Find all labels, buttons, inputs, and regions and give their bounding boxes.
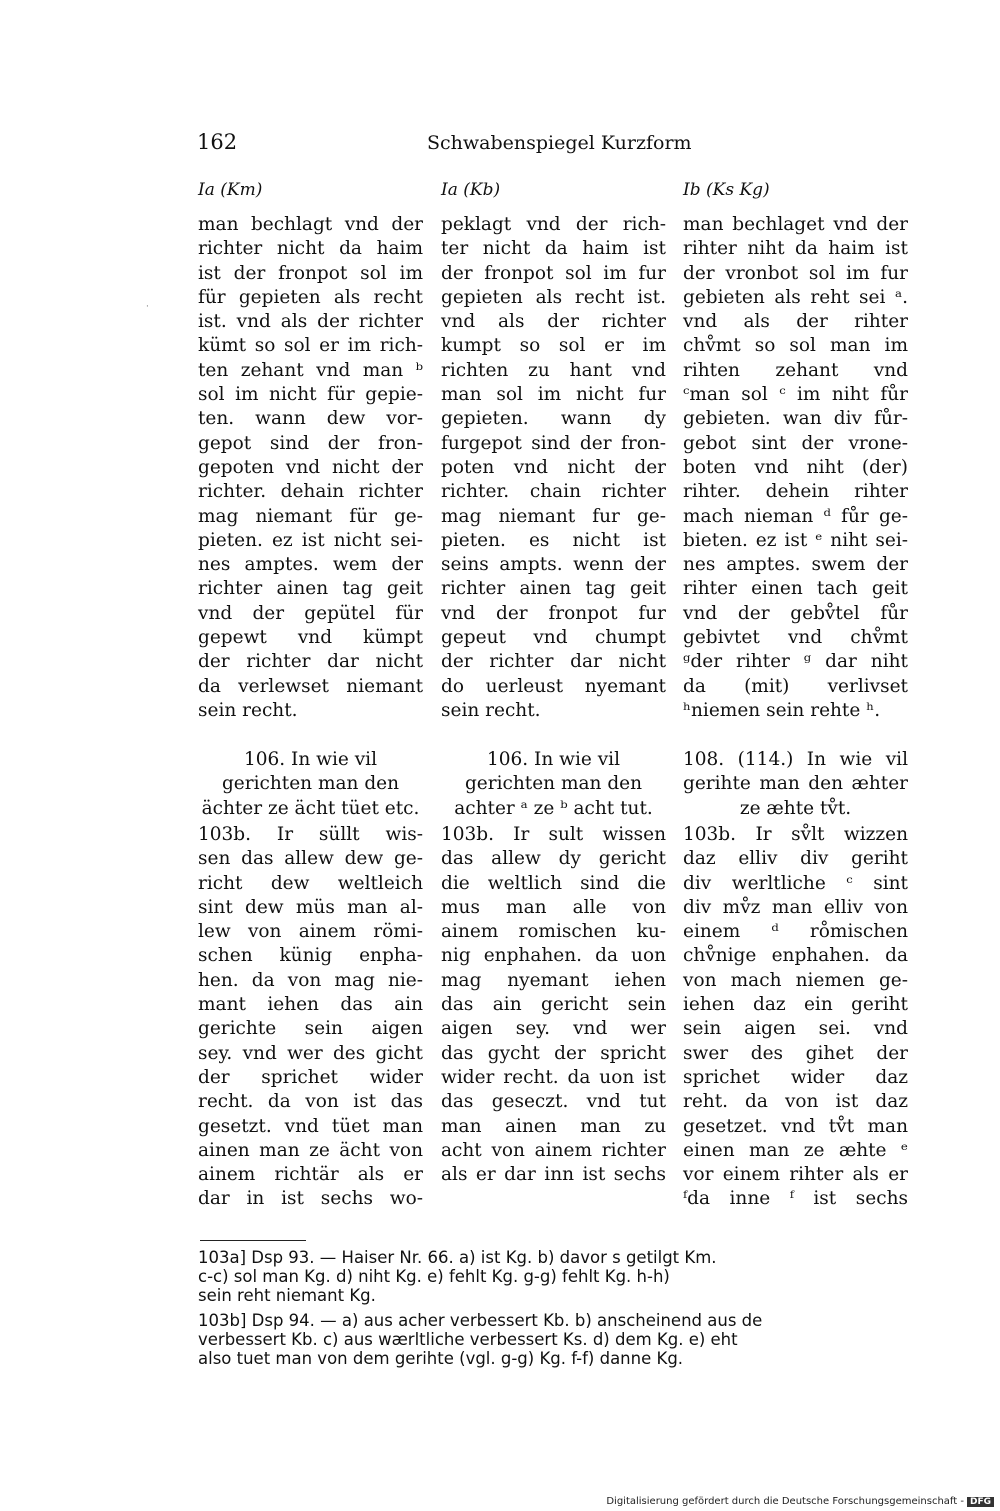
text-line: der sprichet wider: [198, 1066, 423, 1088]
text-line: sein recht.: [198, 699, 298, 721]
text-line: das ain gericht sein: [441, 994, 666, 1016]
text-line: ter nicht da haim ist: [441, 238, 666, 260]
text-line: do uerleust nyemant: [441, 675, 666, 697]
text-line: wider recht. da uon ist: [441, 1066, 666, 1088]
text-line: vnd als der richter: [441, 311, 666, 333]
text-line: rihter einen tach geit: [683, 578, 908, 600]
text-line: das allew dy gericht: [441, 848, 666, 870]
text-line: gerihte man den æhter: [683, 773, 908, 795]
text-line: gerichten man den: [464, 773, 643, 795]
text-line: man sol im nicht fur: [441, 384, 666, 406]
text-line: pieten. es nicht ist: [441, 529, 666, 551]
text-line: der fronpot sol im fur: [441, 262, 666, 284]
text-line: vnd der fronpot fur: [441, 602, 666, 624]
column-label-3: Ib (Ks Kg): [683, 180, 770, 200]
text-line: der vronbot sol im fur: [683, 262, 908, 284]
text-line: ze æhte tv̊t.: [739, 797, 852, 819]
text-line: chv̊mt so sol man im: [683, 335, 908, 357]
text-line: ainen man ze ächt von: [198, 1139, 423, 1161]
text-line: ainem richtär als er: [198, 1164, 423, 1186]
text-line: poten vnd nicht der: [441, 456, 666, 478]
text-line: das gycht der spricht: [441, 1042, 666, 1064]
text-line: sein recht.: [441, 699, 541, 721]
text-line: rihten zehant vnd: [683, 359, 908, 381]
text-line: gerichten man den: [221, 773, 400, 795]
text-line: swer des gihet der: [683, 1042, 908, 1064]
text-line: das geseczt. vnd tut: [441, 1091, 666, 1113]
credit-text: Digitalisierung gefördert durch die Deutsche Forschungsgemeinschaft -: [606, 1496, 964, 1507]
text-line: rihter. dehein rihter: [683, 481, 908, 503]
text-line: bieten. ez ist ᵉ niht sei-: [683, 529, 908, 551]
text-line: man bechlagt vnd der: [198, 214, 423, 235]
text-line: ächter ze ächt tüet etc.: [201, 797, 420, 819]
text-line: mus man alle von: [441, 896, 666, 918]
text-line: gesetzt. vnd tüet man: [198, 1115, 423, 1137]
text-line: 103a] Dsp 93. — Haiser Nr. 66. a) ist Kg. b) davor s getilgt Km.: [198, 1248, 717, 1267]
text-line: div werltliche ᶜ sint: [683, 872, 908, 894]
page-header: [197, 130, 907, 164]
col3-heading-108: [683, 748, 908, 821]
text-line: für gepieten als recht: [198, 286, 423, 308]
text-line: gebot sint der vrone-: [683, 432, 908, 454]
text-line: richt dew weltleich: [198, 872, 423, 894]
text-line: gebieten. wan div fůr-: [683, 408, 908, 430]
text-line: nes amptes. swem der: [683, 554, 908, 576]
text-line: dar in ist sechs wo-: [198, 1188, 423, 1210]
col2-paragraph-103b: [441, 823, 666, 1187]
text-line: acht von ainem richter: [441, 1139, 666, 1161]
text-line: sey. vnd wer des gicht: [198, 1042, 423, 1064]
text-line: gepeut vnd chumpt: [441, 627, 666, 649]
text-line: man ainen man zu: [441, 1115, 666, 1137]
text-line: div mv̊z man elliv von: [683, 896, 908, 918]
text-line: die weltlich sind die: [441, 872, 666, 894]
digitization-credit: [606, 1496, 994, 1507]
text-line: 108. (114.) In wie vil: [683, 749, 908, 770]
col3-paragraph-a: [683, 213, 908, 723]
text-line: da verlewset niemant: [198, 675, 423, 697]
text-line: gepieten. wann dy: [441, 408, 666, 430]
text-line: sein reht niemant Kg.: [198, 1286, 376, 1305]
text-line: gepieten als recht ist.: [441, 286, 666, 308]
text-line: recht. da von ist das: [198, 1091, 423, 1113]
col2-paragraph-a: [441, 213, 666, 723]
text-line: reht. da von ist daz: [683, 1091, 908, 1113]
text-line: c-c) sol man Kg. d) niht Kg. e) fehlt Kg. g-g) fehlt Kg. h-h): [198, 1267, 670, 1286]
text-line: man bechlaget vnd der: [683, 214, 908, 235]
text-line: von mach niemen ge-: [683, 969, 908, 991]
text-line: 103b. Ir sv̊lt wizzen: [683, 824, 908, 845]
text-line: 106. In wie vil: [486, 749, 621, 770]
footnote-103b: [198, 1311, 906, 1368]
text-line: der richter dar nicht: [198, 651, 423, 673]
margin-mark: ·: [146, 302, 149, 312]
text-line: sol im nicht für gepie-: [198, 384, 423, 406]
text-line: pieten. ez ist nicht sei-: [198, 529, 423, 551]
text-line: seins ampts. wenn der: [441, 554, 666, 576]
text-line: sen das allew dew ge-: [198, 848, 423, 870]
text-line: einem ᵈ ro̊mischen: [683, 921, 908, 943]
text-line: gepoten vnd nicht der: [198, 456, 423, 478]
text-line: einen man ze æhte ᵉ: [683, 1139, 908, 1161]
text-line: vnd der gebv̊tel fůr: [683, 602, 908, 624]
text-line: sint dew müs man al-: [198, 896, 423, 918]
text-line: richter. chain richter: [441, 481, 666, 503]
text-line: nes amptes. wem der: [198, 554, 423, 576]
text-line: lew von ainem römi-: [198, 921, 423, 943]
col1-paragraph-103b: [198, 823, 423, 1212]
text-line: chv̊nige enphahen. da: [683, 945, 908, 967]
text-line: richter nicht da haim: [198, 238, 423, 260]
text-line: der richter dar nicht: [441, 651, 666, 673]
text-line: also tuet man von dem gerihte (vgl. g-g) Kg. f-f) danne Kg.: [198, 1349, 684, 1368]
dfg-logo: DFG: [967, 1497, 994, 1507]
text-line: 103b] Dsp 94. — a) aus acher verbessert Kb. b) anscheinend aus de: [198, 1311, 763, 1330]
text-line: ten zehant vnd man ᵇ: [198, 359, 423, 381]
text-line: nig enphahen. da uon: [441, 945, 666, 967]
col1-heading-106: [198, 748, 423, 821]
text-line: ʰniemen sein rehte ʰ.: [683, 699, 881, 721]
col3-paragraph-103b: [683, 823, 908, 1212]
footnote-103a: [198, 1248, 906, 1305]
text-line: ist der fronpot sol im: [198, 262, 423, 284]
text-line: gesetzet. vnd tv̊t man: [683, 1115, 908, 1137]
text-line: gerichte sein aigen: [198, 1018, 423, 1040]
text-line: 103b. Ir sult wissen: [441, 824, 666, 845]
text-line: peklagt vnd der rich-: [441, 214, 666, 235]
text-line: aigen sey. vnd wer: [441, 1018, 666, 1040]
text-line: verbessert Kb. c) aus wærltliche verbessert Ks. d) dem Kg. e) eht: [198, 1330, 738, 1349]
text-line: als er dar inn ist sechs: [441, 1164, 666, 1186]
text-line: mach nieman ᵈ fůr ge-: [683, 505, 908, 527]
text-line: richter ainen tag geit: [441, 578, 666, 600]
text-line: boten vnd niht (der): [683, 456, 908, 478]
text-line: mant iehen das ain: [198, 994, 423, 1016]
text-line: ᵍder rihter ᵍ dar niht: [683, 651, 908, 673]
text-line: ten. wann dew vor-: [198, 408, 423, 430]
text-line: vnd der gepütel für: [198, 602, 423, 624]
running-title: Schwabenspiegel Kurzform: [427, 132, 692, 154]
text-line: richten zu hant vnd: [441, 359, 666, 381]
text-line: ᶠda inne ᶠ ist sechs: [683, 1188, 908, 1210]
text-line: furgepot sind der fron-: [441, 432, 666, 454]
text-line: ᶜman sol ᶜ im niht fůr: [683, 384, 908, 406]
text-line: schen künig enpha-: [198, 945, 423, 967]
text-line: sprichet wider daz: [683, 1066, 908, 1088]
text-line: mag niemant fur ge-: [441, 505, 666, 527]
column-label-1: Ia (Km): [198, 180, 263, 200]
text-line: vnd als der rihter: [683, 311, 908, 333]
col1-paragraph-a: [198, 213, 423, 723]
text-line: 103b. Ir süllt wis-: [198, 824, 423, 845]
text-line: gepot sind der fron-: [198, 432, 423, 454]
text-line: gebivtet vnd chv̊mt: [683, 627, 908, 649]
text-line: achter ᵃ ze ᵇ acht tut.: [454, 797, 653, 819]
text-line: richter ainen tag geit: [198, 578, 423, 600]
text-line: gepewt vnd kümpt: [198, 627, 423, 649]
text-line: mag nyemant iehen: [441, 969, 666, 991]
text-line: rihter niht da haim ist: [683, 238, 908, 260]
text-line: iehen daz ein geriht: [683, 994, 908, 1016]
text-line: hen. da von mag nie-: [198, 969, 423, 991]
text-line: ainem romischen ku-: [441, 921, 666, 943]
footnote-rule: [200, 1240, 306, 1241]
text-line: vor einem rihter als er: [683, 1164, 908, 1186]
text-line: daz elliv div geriht: [683, 848, 908, 870]
col2-heading-106: [441, 748, 666, 821]
text-line: richter. dehain richter: [198, 481, 423, 503]
text-line: kümt so sol er im rich-: [198, 335, 423, 357]
text-line: sein aigen sei. vnd: [683, 1018, 908, 1040]
text-line: ist. vnd als der richter: [198, 311, 423, 333]
text-line: gebieten als reht sei ᵃ.: [683, 286, 908, 308]
page-number: 162: [197, 130, 238, 154]
column-label-2: Ia (Kb): [441, 180, 501, 200]
text-line: 106. In wie vil: [243, 749, 378, 770]
text-line: mag niemant für ge-: [198, 505, 423, 527]
text-line: da (mit) verlivset: [683, 675, 908, 697]
text-line: kumpt so sol er im: [441, 335, 666, 357]
